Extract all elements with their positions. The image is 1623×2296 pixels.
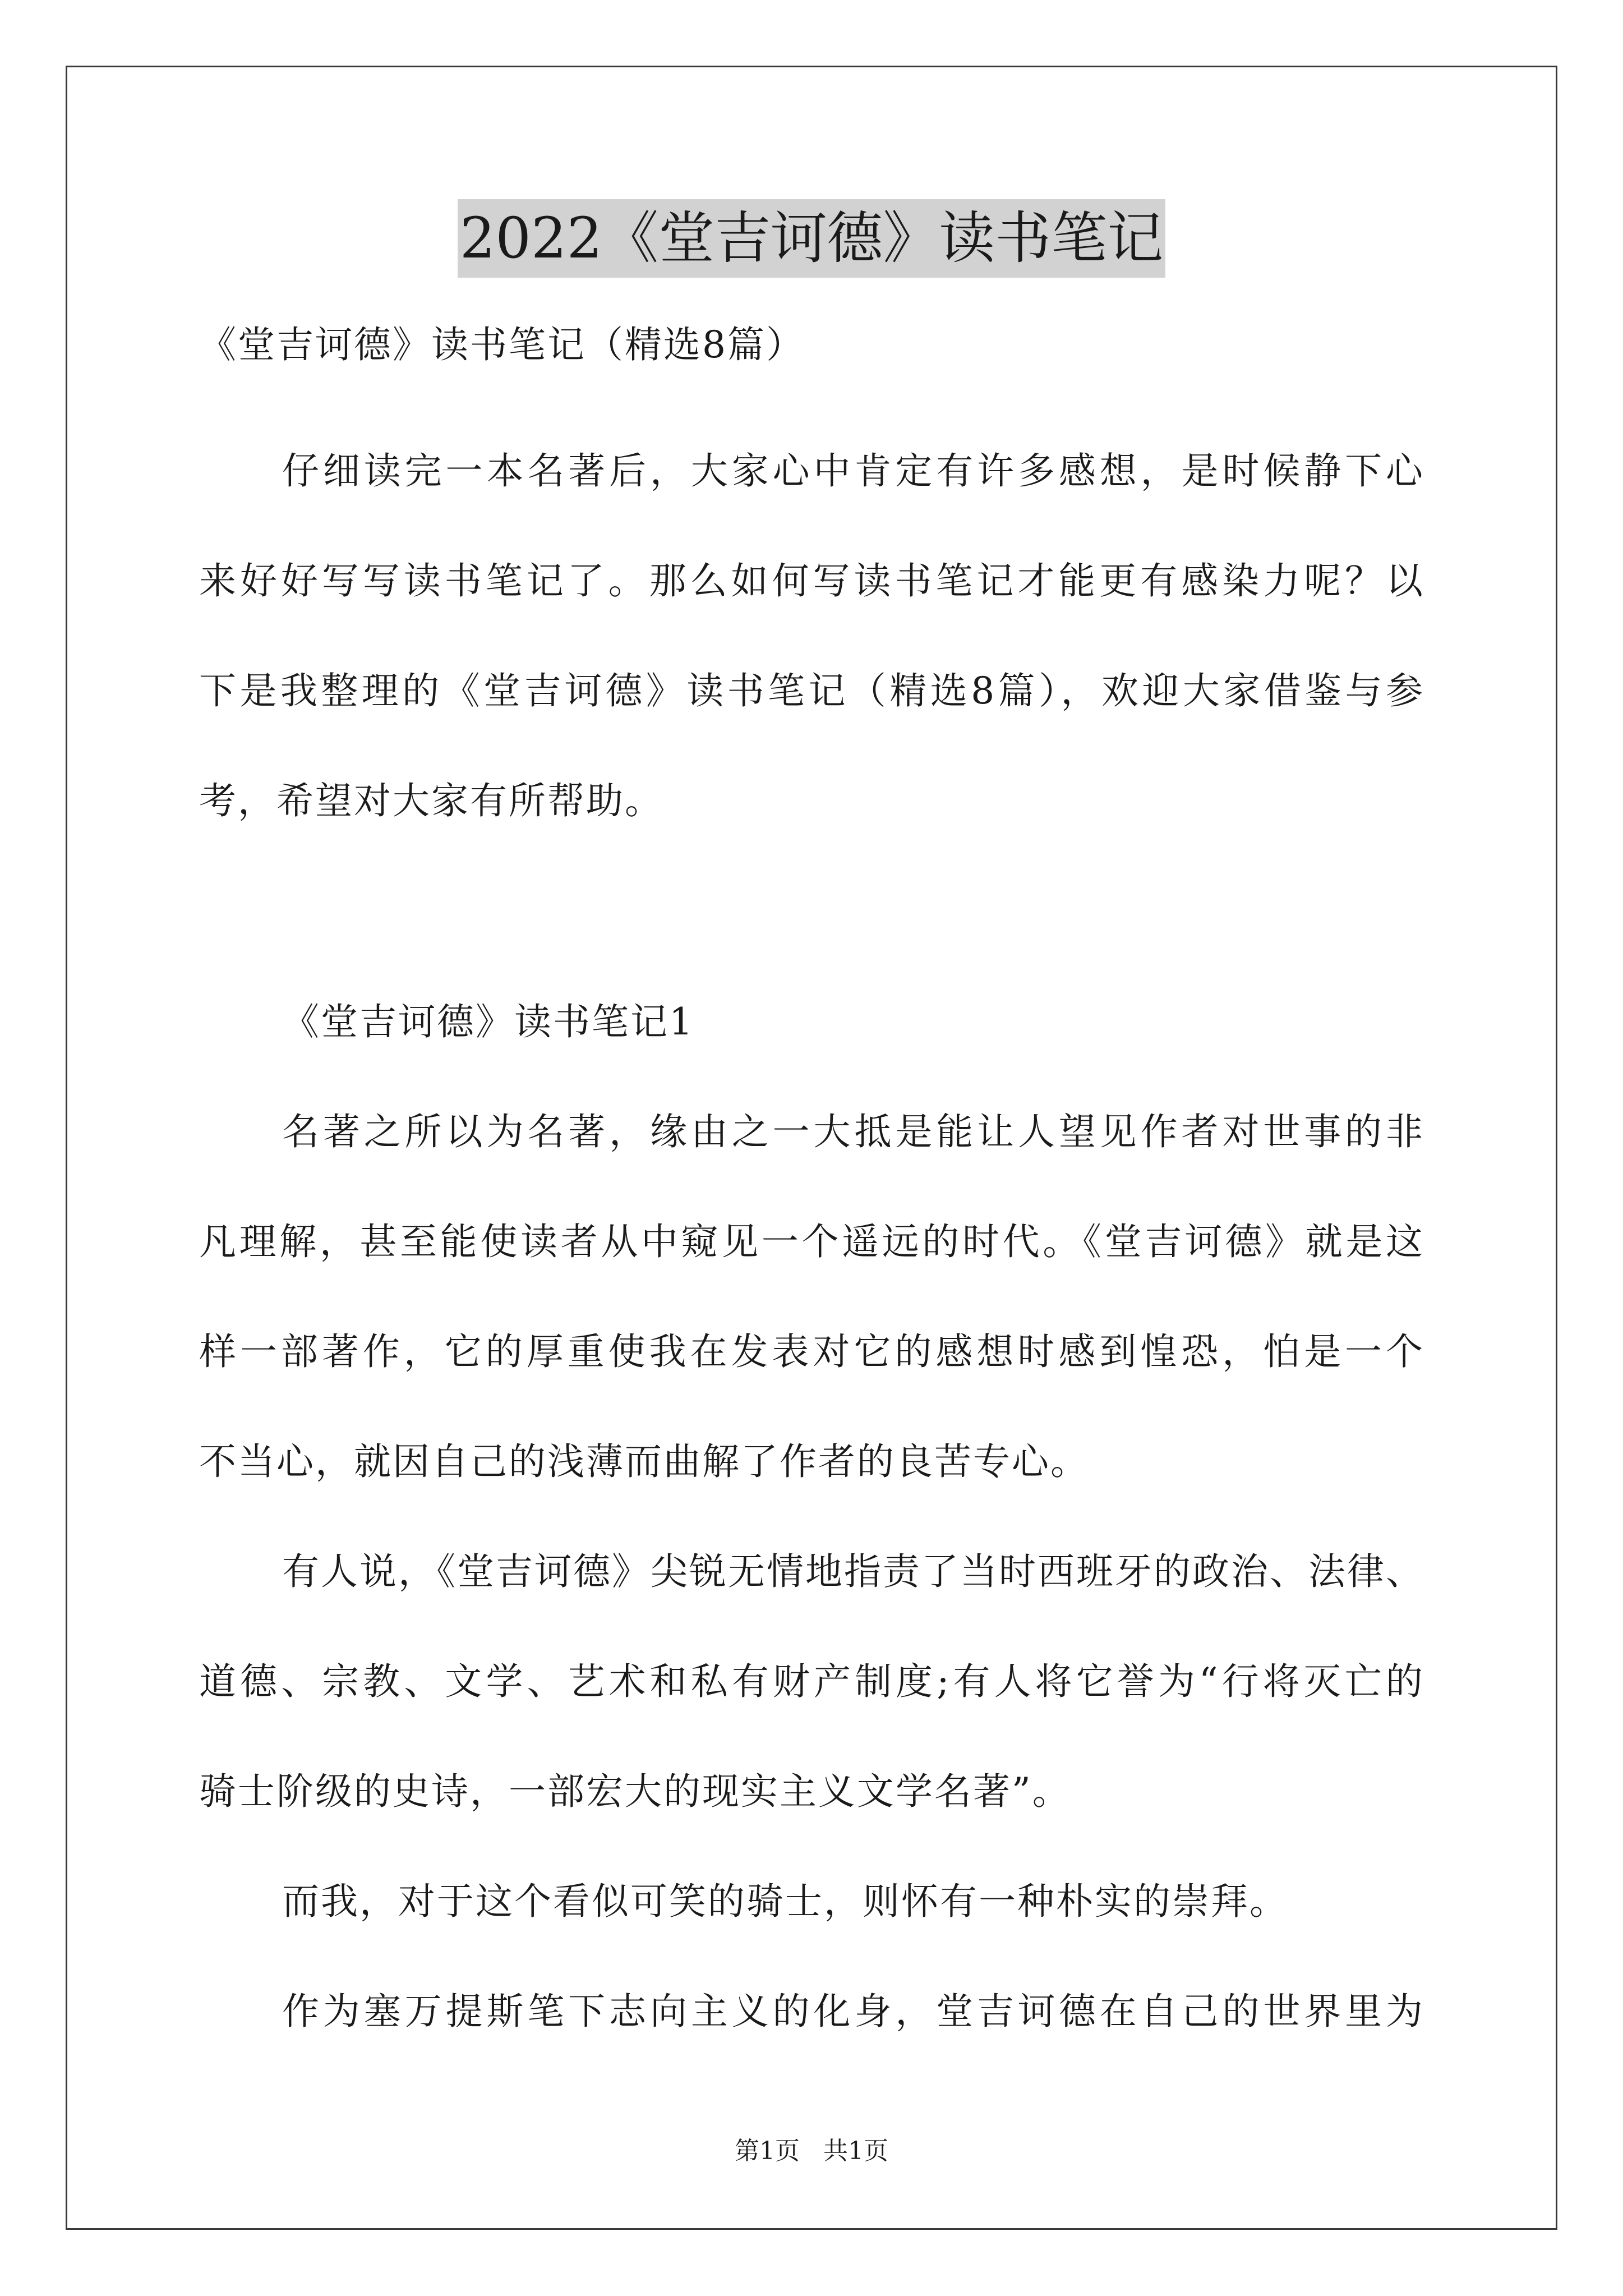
title-container bbox=[0, 199, 1623, 278]
body-line-5: 有人说，《堂吉诃德》尖锐无情地指责了当时西班牙的政治、法律、 bbox=[282, 1550, 1424, 1593]
page-number-total: 共1页 bbox=[823, 2137, 888, 2165]
body-line-4: 不当心，就因自己的浅薄而曲解了作者的良苦专心。 bbox=[199, 1440, 1089, 1483]
body-line-7: 骑士阶级的史诗，一部宏大的现实主义文学名著”。 bbox=[199, 1770, 1071, 1813]
body-line-8: 而我，对于这个看似可笑的骑士，则怀有一种朴实的崇拜。 bbox=[282, 1880, 1288, 1923]
document-subtitle: 《堂吉诃德》读书笔记（精选8篇） bbox=[199, 323, 805, 366]
section-heading: 《堂吉诃德》读书笔记1 bbox=[282, 1000, 694, 1043]
intro-line-1: 仔细读完一本名著后，大家心中肯定有许多感想，是时候静下心 bbox=[282, 449, 1424, 493]
intro-line-4: 考，希望对大家有所帮助。 bbox=[199, 779, 663, 822]
document-title: 2022《堂吉诃德》读书笔记 bbox=[458, 199, 1166, 278]
intro-line-2: 来好好写写读书笔记了。那么如何写读书笔记才能更有感染力呢？以 bbox=[199, 559, 1424, 602]
intro-line-3: 下是我整理的《堂吉诃德》读书笔记（精选8篇），欢迎大家借鉴与参 bbox=[199, 669, 1424, 712]
body-line-3: 样一部著作，它的厚重使我在发表对它的感想时感到惶恐，怕是一个 bbox=[199, 1330, 1424, 1373]
body-line-6: 道德、宗教、文学、艺术和私有财产制度;有人将它誉为“行将灭亡的 bbox=[199, 1660, 1424, 1703]
body-line-2: 凡理解，甚至能使读者从中窥见一个遥远的时代。《堂吉诃德》就是这 bbox=[199, 1220, 1424, 1263]
page-footer bbox=[0, 2134, 1623, 2168]
page-number-current: 第1页 bbox=[735, 2137, 800, 2165]
body-line-1: 名著之所以为名著，缘由之一大抵是能让人望见作者对世事的非 bbox=[282, 1110, 1424, 1153]
body-line-9: 作为塞万提斯笔下志向主义的化身，堂吉诃德在自己的世界里为 bbox=[282, 1990, 1424, 2033]
